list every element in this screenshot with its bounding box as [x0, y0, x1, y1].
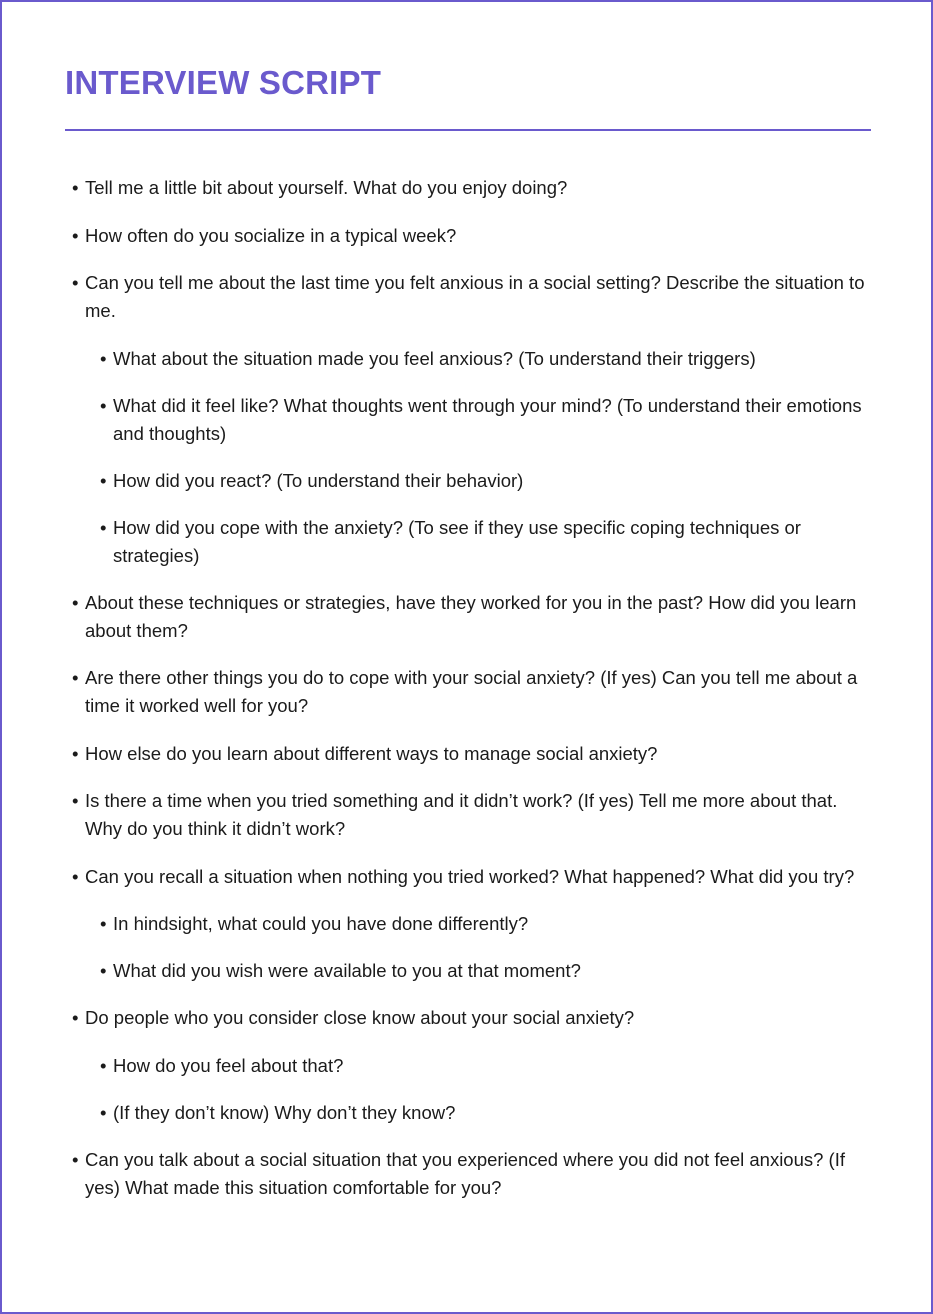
bullet-icon: •: [72, 591, 79, 613]
question-item: [72, 787, 872, 843]
question-item: [72, 269, 872, 325]
question-text: How did you cope with the anxiety? (To see if they use specific coping techniques or strategies): [113, 516, 801, 566]
bullet-icon: •: [72, 667, 79, 688]
sub-question-item: [100, 1099, 872, 1127]
question-item: [72, 174, 872, 202]
bullet-icon: •: [100, 960, 107, 981]
question-text: About these techniques or strategies, have they worked for you in the past? How did you learn about them?: [85, 591, 857, 641]
question-item: [72, 740, 872, 768]
page-title: INTERVIEW SCRIPT: [65, 64, 382, 101]
bullet-icon: •: [72, 177, 79, 198]
question-item: [72, 589, 872, 645]
bullet-icon: •: [72, 790, 79, 811]
question-text: Can you talk about a social situation that you experienced where you did not feel anxious? (If yes) What made this situation comfortable for you?: [85, 1148, 845, 1198]
bullet-icon: •: [72, 865, 79, 887]
question-text: What did it feel like? What thoughts went through your mind? (To understand their emotions and thoughts): [113, 394, 862, 444]
title-divider: [65, 129, 871, 131]
question-text: (If they don’t know) Why don’t they know?: [113, 1101, 456, 1123]
question-item: [72, 664, 872, 720]
bullet-icon: •: [100, 913, 107, 934]
sub-question-item: [100, 345, 872, 373]
question-item: [72, 222, 872, 250]
sub-question-item: [100, 392, 872, 448]
question-item: [72, 863, 872, 891]
question-text: Can you recall a situation when nothing you tried worked? What happened? What did you try?: [85, 865, 855, 887]
question-item: [72, 1004, 872, 1032]
bullet-icon: •: [100, 469, 107, 491]
sub-question-item: [100, 467, 872, 495]
bullet-icon: •: [100, 516, 107, 538]
bullet-icon: •: [100, 394, 107, 416]
sub-question-item: [100, 957, 872, 985]
sub-question-item: [100, 1052, 872, 1080]
sub-question-item: [100, 910, 872, 938]
question-text: How do you feel about that?: [113, 1054, 344, 1076]
question-text: What about the situation made you feel anxious? (To understand their triggers): [113, 347, 756, 369]
question-text: What did you wish were available to you at that moment?: [113, 960, 581, 981]
bullet-icon: •: [100, 347, 107, 369]
question-text: How often do you socialize in a typical week?: [85, 224, 457, 246]
bullet-icon: •: [72, 224, 79, 246]
question-item: [72, 1146, 872, 1202]
question-text: Is there a time when you tried something and it didn’t work? (If yes) Tell me more about that. Why do you think it didn’t work?: [85, 790, 838, 839]
question-text: In hindsight, what could you have done differently?: [113, 913, 529, 934]
bullet-icon: •: [100, 1101, 107, 1123]
bullet-icon: •: [72, 272, 79, 293]
question-text: Do people who you consider close know about your social anxiety?: [85, 1007, 635, 1028]
bullet-icon: •: [100, 1054, 107, 1076]
question-text: Can you tell me about the last time you felt anxious in a social setting? Describe the situation to me.: [85, 272, 865, 321]
bullet-icon: •: [72, 742, 79, 764]
question-text: How else do you learn about different ways to manage social anxiety?: [85, 742, 658, 764]
bullet-icon: •: [72, 1148, 79, 1170]
sub-question-item: [100, 514, 872, 570]
question-text: Are there other things you do to cope with your social anxiety? (If yes) Can you tell me about a time it worked well for you?: [85, 667, 858, 716]
question-text: Tell me a little bit about yourself. What do you enjoy doing?: [85, 177, 568, 198]
question-text: How did you react? (To understand their behavior): [113, 469, 524, 491]
question-list: [72, 174, 872, 1221]
bullet-icon: •: [72, 1007, 79, 1028]
